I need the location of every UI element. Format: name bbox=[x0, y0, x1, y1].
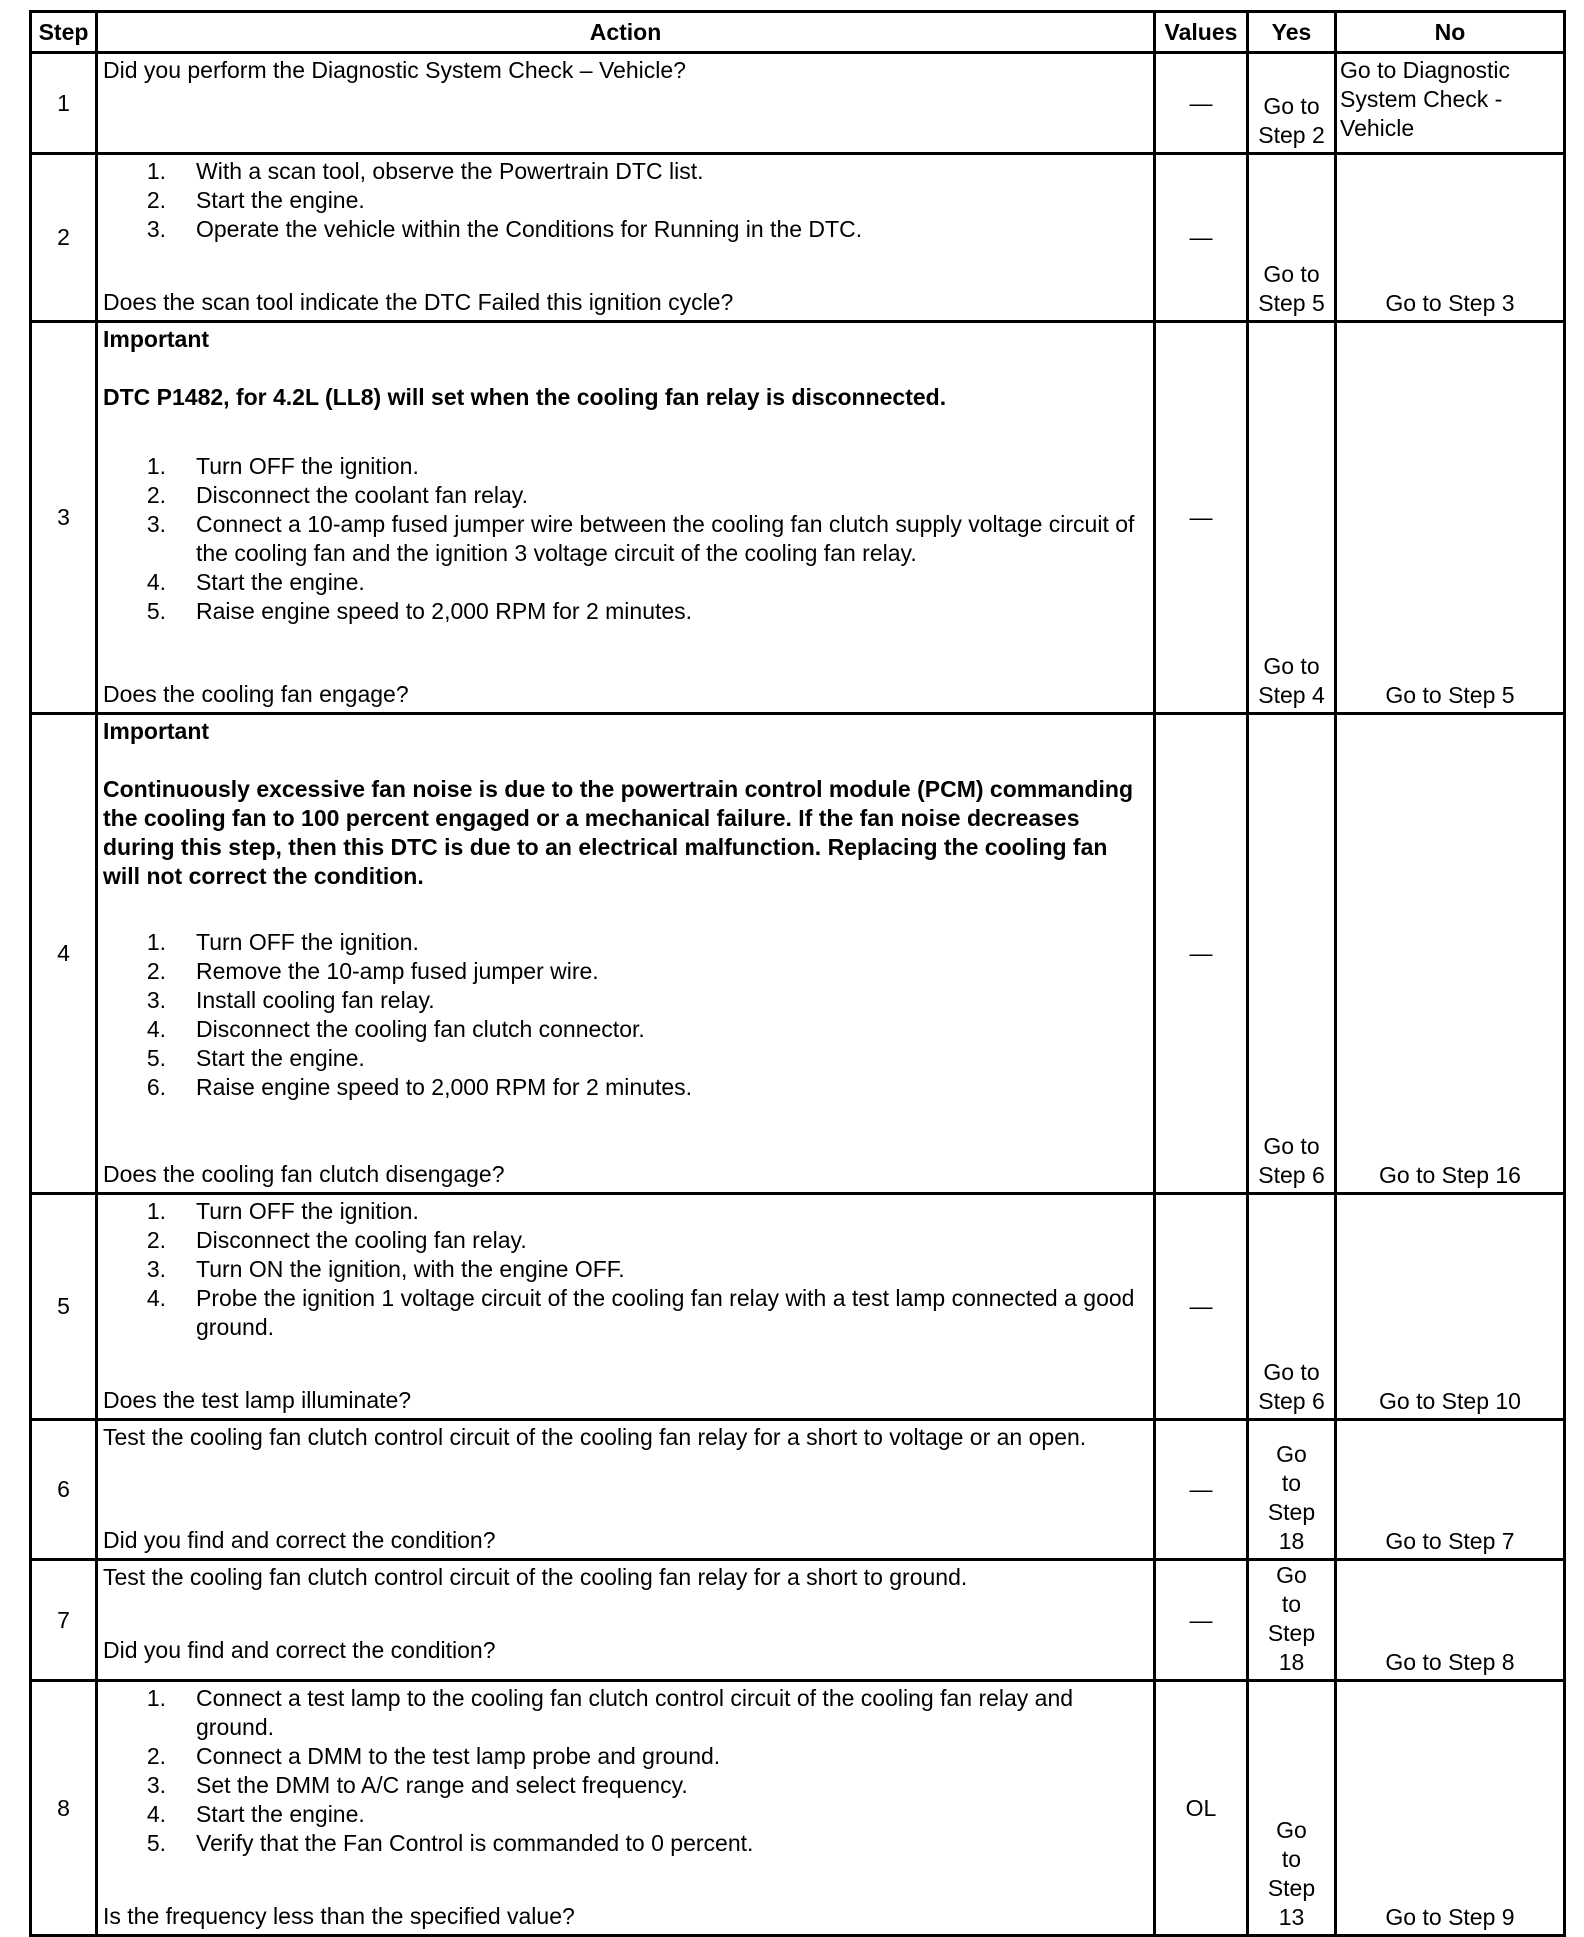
action-question: Does the test lamp illuminate? bbox=[103, 1387, 412, 1413]
yes-cell bbox=[1248, 714, 1336, 1194]
value-cell: — bbox=[1155, 1560, 1248, 1681]
value-cell: OL bbox=[1155, 1681, 1248, 1936]
action-steps bbox=[103, 1197, 1148, 1342]
list-item: 4. Start the engine. bbox=[146, 569, 365, 595]
yes-link[interactable]: Go to Step 4 bbox=[1258, 653, 1325, 708]
value-cell: — bbox=[1155, 154, 1248, 322]
no-cell bbox=[1336, 1420, 1565, 1560]
action-question: Is the frequency less than the specified value? bbox=[103, 1903, 575, 1929]
list-item: 1. With a scan tool, observe the Powertrain DTC list. bbox=[146, 158, 704, 184]
yes-link[interactable]: Go to Step 6 bbox=[1258, 1359, 1325, 1414]
yes-link[interactable]: Go to Step 18 bbox=[1267, 1441, 1316, 1554]
list-item: 4. Probe the ignition 1 voltage circuit of the cooling fan relay with a test lamp connected a good ground. bbox=[146, 1285, 1135, 1340]
action-cell bbox=[97, 53, 1155, 154]
yes-cell bbox=[1248, 1420, 1336, 1560]
header-row bbox=[31, 12, 1565, 53]
header-step: Step bbox=[31, 12, 97, 53]
value-cell: — bbox=[1155, 1194, 1248, 1420]
value-cell: — bbox=[1155, 53, 1248, 154]
action-steps bbox=[103, 157, 1148, 244]
step-number: 6 bbox=[31, 1420, 97, 1560]
value-cell: — bbox=[1155, 714, 1248, 1194]
step-number: 4 bbox=[31, 714, 97, 1194]
no-cell bbox=[1336, 1681, 1565, 1936]
header-yes: Yes bbox=[1248, 12, 1336, 53]
table-row bbox=[31, 1681, 1565, 1936]
action-question: Does the cooling fan engage? bbox=[103, 681, 409, 707]
list-item: 4. Start the engine. bbox=[146, 1801, 365, 1827]
no-cell bbox=[1336, 714, 1565, 1194]
list-item: 3. Turn ON the ignition, with the engine OFF. bbox=[146, 1256, 625, 1282]
action-text: Test the cooling fan clutch control circuit of the cooling fan relay for a short to ground. bbox=[103, 1564, 968, 1590]
no-link[interactable]: Go to Step 7 bbox=[1385, 1528, 1515, 1554]
action-question: Does the cooling fan clutch disengage? bbox=[103, 1161, 505, 1187]
no-link[interactable]: Go to Step 9 bbox=[1385, 1904, 1515, 1930]
important-note: Continuously excessive fan noise is due to the powertrain control module (PCM) commanding the cooling fan to 100 percent engaged or a mechanical failure. If the fan noise decreases during this step, then this DTC is due to an electrical malfunction. Replacing the cooling fan will not correct the condition. bbox=[103, 776, 1134, 889]
table-row bbox=[31, 322, 1565, 714]
action-question: Does the scan tool indicate the DTC Failed this ignition cycle? bbox=[103, 289, 734, 315]
list-item: 3. Set the DMM to A/C range and select frequency. bbox=[146, 1772, 688, 1798]
list-item: 3. Install cooling fan relay. bbox=[146, 987, 435, 1013]
step-number: 3 bbox=[31, 322, 97, 714]
action-cell bbox=[97, 1420, 1155, 1560]
action-text: Test the cooling fan clutch control circuit of the cooling fan relay for a short to voltage or an open. bbox=[103, 1424, 1087, 1450]
no-cell bbox=[1336, 154, 1565, 322]
action-cell bbox=[97, 154, 1155, 322]
yes-link[interactable]: Go to Step 6 bbox=[1258, 1133, 1325, 1188]
yes-cell bbox=[1248, 53, 1336, 154]
no-link[interactable]: Go to Step 3 bbox=[1385, 290, 1515, 316]
table-row bbox=[31, 1194, 1565, 1420]
step-number: 8 bbox=[31, 1681, 97, 1936]
yes-link[interactable]: Go to Step 2 bbox=[1258, 93, 1325, 148]
step-number: 1 bbox=[31, 53, 97, 154]
important-note: DTC P1482, for 4.2L (LL8) will set when the cooling fan relay is disconnected. bbox=[103, 384, 947, 410]
list-item: 1. Connect a test lamp to the cooling fan clutch control circuit of the cooling fan relay and ground. bbox=[146, 1685, 1074, 1740]
yes-cell bbox=[1248, 1194, 1336, 1420]
no-link[interactable]: Go to Step 10 bbox=[1379, 1388, 1521, 1414]
list-item: 3. Operate the vehicle within the Conditions for Running in the DTC. bbox=[146, 216, 863, 242]
list-item: 1. Turn OFF the ignition. bbox=[146, 453, 419, 479]
yes-cell bbox=[1248, 1560, 1336, 1681]
yes-link[interactable]: Go to Step 18 bbox=[1267, 1562, 1316, 1675]
list-item: 2. Start the engine. bbox=[146, 187, 365, 213]
table-row bbox=[31, 154, 1565, 322]
action-cell bbox=[97, 1681, 1155, 1936]
list-item: 2. Disconnect the coolant fan relay. bbox=[146, 482, 528, 508]
table-row bbox=[31, 1420, 1565, 1560]
list-item: 3. Connect a 10-amp fused jumper wire between the cooling fan clutch supply voltage circuit of the cooling fan and the ignition 3 voltage circuit of the cooling fan relay. bbox=[146, 511, 1135, 566]
important-heading: Important bbox=[103, 718, 210, 744]
header-values: Values bbox=[1155, 12, 1248, 53]
no-link[interactable]: Go to Step 8 bbox=[1385, 1649, 1515, 1675]
no-cell bbox=[1336, 53, 1565, 154]
no-link[interactable]: Go to Diagnostic System Check - Vehicle bbox=[1340, 57, 1511, 141]
no-cell bbox=[1336, 1194, 1565, 1420]
yes-cell bbox=[1248, 322, 1336, 714]
action-steps bbox=[103, 452, 1148, 626]
step-number: 7 bbox=[31, 1560, 97, 1681]
action-cell bbox=[97, 714, 1155, 1194]
action-steps bbox=[103, 928, 1148, 1102]
list-item: 1. Turn OFF the ignition. bbox=[146, 1198, 419, 1224]
list-item: 5. Verify that the Fan Control is commanded to 0 percent. bbox=[146, 1830, 754, 1856]
action-cell bbox=[97, 322, 1155, 714]
step-number: 5 bbox=[31, 1194, 97, 1420]
no-cell bbox=[1336, 1560, 1565, 1681]
no-link[interactable]: Go to Step 16 bbox=[1379, 1162, 1521, 1188]
list-item: 2. Connect a DMM to the test lamp probe and ground. bbox=[146, 1743, 721, 1769]
action-question: Did you find and correct the condition? bbox=[103, 1527, 496, 1553]
list-item: 5. Start the engine. bbox=[146, 1045, 365, 1071]
header-no: No bbox=[1336, 12, 1565, 53]
table-row bbox=[31, 53, 1565, 154]
table-row bbox=[31, 714, 1565, 1194]
header-action: Action bbox=[97, 12, 1155, 53]
step-number: 2 bbox=[31, 154, 97, 322]
table-row bbox=[31, 1560, 1565, 1681]
list-item: 5. Raise engine speed to 2,000 RPM for 2 minutes. bbox=[146, 598, 693, 624]
diagnostic-table bbox=[29, 10, 1566, 1937]
action-cell bbox=[97, 1560, 1155, 1681]
yes-link[interactable]: Go to Step 5 bbox=[1258, 261, 1325, 316]
list-item: 1. Turn OFF the ignition. bbox=[146, 929, 419, 955]
list-item: 2. Remove the 10-amp fused jumper wire. bbox=[146, 958, 599, 984]
list-item: 2. Disconnect the cooling fan relay. bbox=[146, 1227, 527, 1253]
yes-link[interactable]: Go to Step 13 bbox=[1267, 1817, 1316, 1930]
action-cell bbox=[97, 1194, 1155, 1420]
action-steps bbox=[103, 1684, 1148, 1858]
list-item: 6. Raise engine speed to 2,000 RPM for 2 minutes. bbox=[146, 1074, 693, 1100]
yes-cell bbox=[1248, 154, 1336, 322]
no-cell bbox=[1336, 322, 1565, 714]
important-heading: Important bbox=[103, 326, 210, 352]
list-item: 4. Disconnect the cooling fan clutch connector. bbox=[146, 1016, 645, 1042]
action-question: Did you find and correct the condition? bbox=[103, 1637, 496, 1663]
action-question: Did you perform the Diagnostic System Check – Vehicle? bbox=[103, 57, 686, 83]
value-cell: — bbox=[1155, 1420, 1248, 1560]
no-link[interactable]: Go to Step 5 bbox=[1385, 682, 1515, 708]
value-cell: — bbox=[1155, 322, 1248, 714]
yes-cell bbox=[1248, 1681, 1336, 1936]
